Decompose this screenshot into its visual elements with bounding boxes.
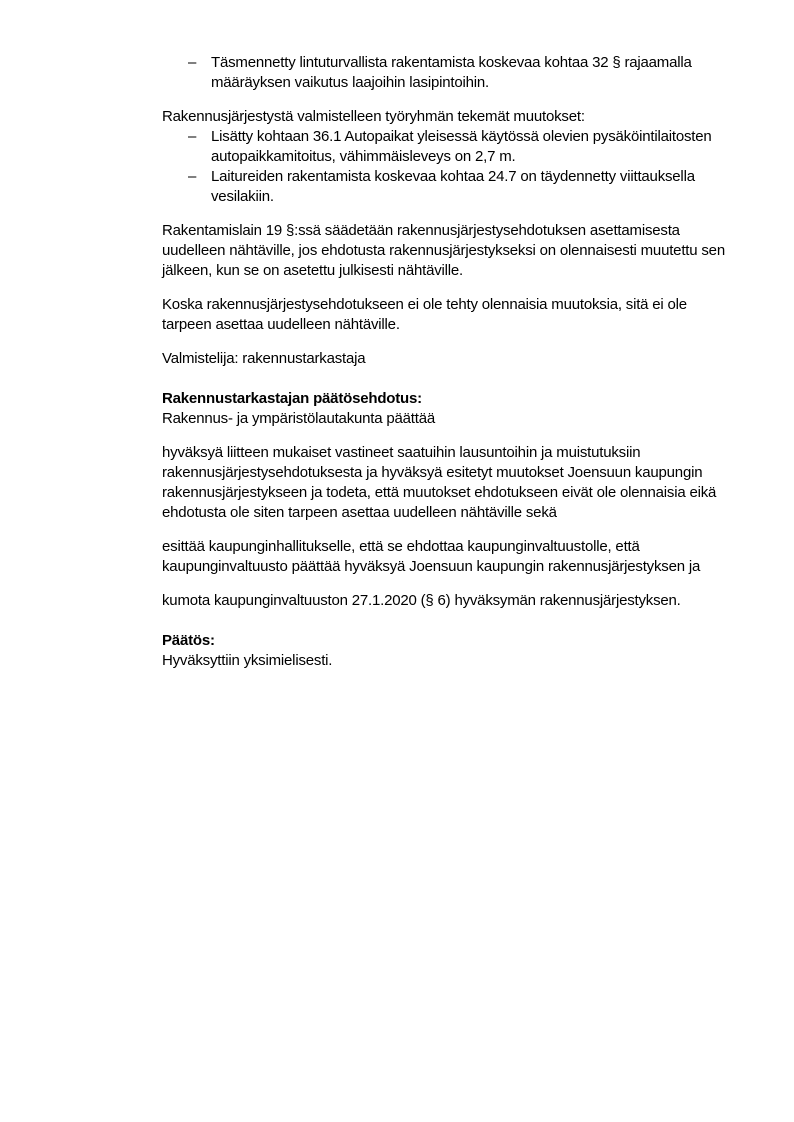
document-body bbox=[162, 53, 762, 685]
bullet-list-proposal-changes bbox=[162, 53, 762, 93]
text-line: Rakennus- ja ympäristölautakunta päättää bbox=[162, 410, 436, 427]
list-item-text bbox=[211, 167, 762, 207]
section-decision-proposal bbox=[162, 383, 762, 429]
list-item bbox=[162, 167, 762, 207]
list-item-text bbox=[211, 127, 762, 167]
text-line: hyväksyä liitteen mukaiset vastineet saatuihin lausuntoihin ja muistutuksiin bbox=[162, 444, 641, 461]
text-line: esittää kaupunginhallitukselle, että se ehdottaa kaupunginvaltuustolle, että bbox=[162, 538, 640, 555]
bullet-list-workgroup-changes bbox=[162, 127, 762, 207]
dash-bullet-icon: – bbox=[188, 168, 197, 185]
text-line: vesilakiin. bbox=[211, 188, 274, 205]
section-heading: Rakennustarkastajan päätösehdotus: bbox=[162, 390, 422, 407]
text-line: Laitureiden rakentamista koskevaa kohtaa 24.7 on täydennetty viittauksella bbox=[211, 168, 695, 185]
paragraph-law-19 bbox=[162, 221, 762, 281]
paragraph-propose-to-council bbox=[162, 537, 762, 577]
dash-bullet-icon: – bbox=[188, 128, 197, 145]
text-line: kaupunginvaltuusto päättää hyväksyä Joensuun kaupungin rakennusjärjestyksen ja bbox=[162, 558, 701, 575]
text-line: Hyväksyttiin yksimielisesti. bbox=[162, 652, 333, 669]
text-line: uudelleen nähtäville, jos ehdotusta rakennusjärjestykseksi on olennaisesti muutettu sen bbox=[162, 242, 725, 259]
text-line: ehdotusta ole siten tarpeen asettaa uudelleen nähtäville sekä bbox=[162, 504, 557, 521]
text-line: Täsmennetty lintuturvallista rakentamista koskevaa kohtaa 32 § rajaamalla bbox=[211, 54, 692, 71]
text-line: rakennusjärjestykseen ja todeta, että muutokset ehdotukseen eivät ole olennaisia eikä bbox=[162, 484, 717, 501]
text-line: jälkeen, kun se on asetettu julkisesti nähtäville. bbox=[162, 262, 464, 279]
paragraph-approve-responses bbox=[162, 443, 762, 523]
text-line: rakennusjärjestysehdotuksesta ja hyväksyä esitetyt muutokset Joensuun kaupungin bbox=[162, 464, 703, 481]
paragraph-preparer bbox=[162, 349, 762, 369]
text-line: Lisätty kohtaan 36.1 Autopaikat yleisessä käytössä olevien pysäköintilaitosten bbox=[211, 128, 712, 145]
text-line: Rakentamislain 19 §:ssä säädetään rakennusjärjestysehdotuksen asettamisesta bbox=[162, 222, 680, 239]
section-heading: Päätös: bbox=[162, 632, 215, 649]
list-item bbox=[162, 53, 762, 93]
paragraph-workgroup-changes-intro bbox=[162, 107, 762, 127]
text-line: tarpeen asettaa uudelleen nähtäville. bbox=[162, 316, 400, 333]
text-line: Koska rakennusjärjestysehdotukseen ei ole tehty olennaisia muutoksia, sitä ei ole bbox=[162, 296, 687, 313]
text-line: autopaikkamitoitus, vähimmäisleveys on 2,7 m. bbox=[211, 148, 516, 165]
paragraph-repeal-old-regulation bbox=[162, 591, 762, 611]
dash-bullet-icon: – bbox=[188, 54, 197, 71]
text-line: Valmistelija: rakennustarkastaja bbox=[162, 350, 366, 367]
list-item bbox=[162, 127, 762, 167]
section-decision bbox=[162, 625, 762, 671]
text-line: määräyksen vaikutus laajoihin lasipintoihin. bbox=[211, 74, 490, 91]
text-line: kumota kaupunginvaltuuston 27.1.2020 (§ 6) hyväksymän rakennusjärjestyksen. bbox=[162, 592, 681, 609]
paragraph-no-substantial-changes bbox=[162, 295, 762, 335]
list-item-text bbox=[211, 53, 762, 93]
text-line: Rakennusjärjestystä valmistelleen työryhmän tekemät muutokset: bbox=[162, 108, 585, 125]
